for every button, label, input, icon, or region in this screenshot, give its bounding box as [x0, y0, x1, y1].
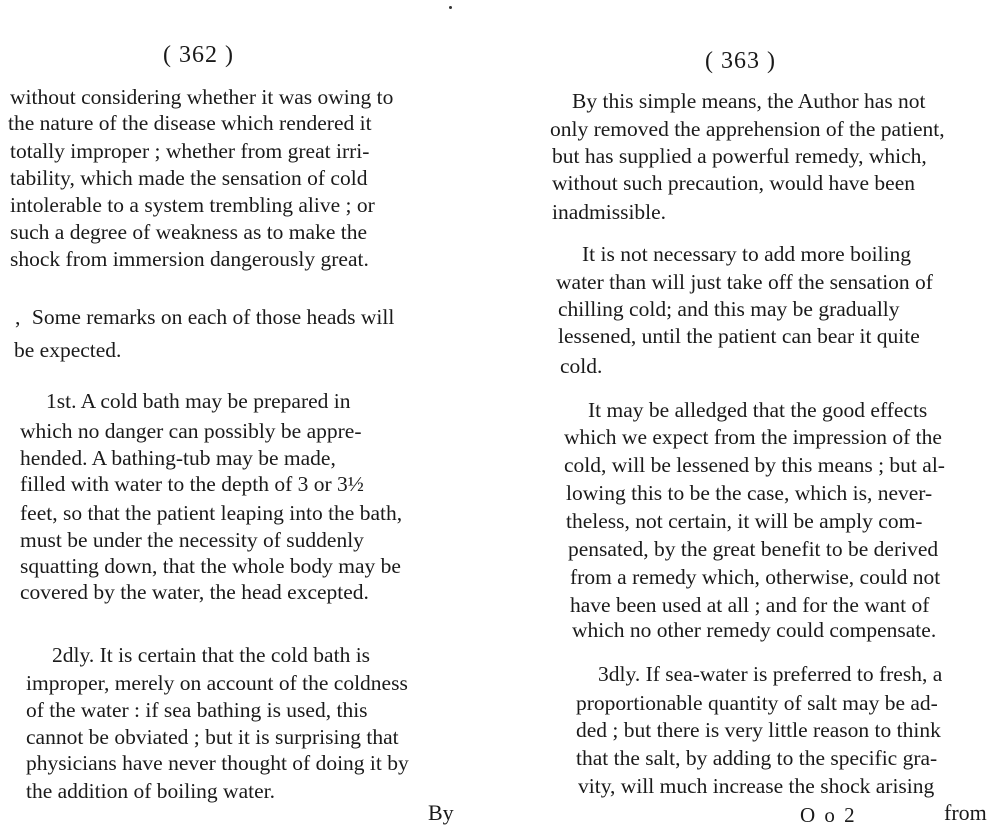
text-line: squatting down, that the whole body may be [20, 554, 401, 578]
text-line: the addition of boiling water. [26, 779, 275, 803]
text-line: feet, so that the patient leaping into the bath, [20, 501, 403, 525]
text-line: only removed the apprehension of the patient, [550, 117, 945, 141]
text-line: must be under the necessity of suddenly [20, 528, 364, 552]
text-line: covered by the water, the head excepted. [20, 580, 369, 604]
text-line: water than will just take off the sensation of [556, 270, 933, 294]
text-line: theless, not certain, it will be amply com- [566, 509, 923, 533]
page-number-right: ( 363 ) [705, 48, 776, 74]
text-line: 3dly. If sea-water is preferred to fresh, a [598, 662, 943, 686]
text-line: be expected. [14, 338, 122, 362]
text-line: cold. [560, 354, 603, 378]
text-line: shock from immersion dangerously great. [10, 247, 369, 271]
text-line: such a degree of weakness as to make the [10, 220, 367, 244]
signature-mark: O o 2 [800, 803, 857, 827]
text-line: from a remedy which, otherwise, could not [570, 565, 941, 589]
text-line: that the salt, by adding to the specific gra- [576, 746, 938, 770]
text-line: vity, will much increase the shock arising [578, 774, 935, 798]
text-line: ded ; but there is very little reason to think [576, 718, 941, 742]
right-page [500, 0, 1000, 833]
text-line: 1st. A cold bath may be prepared in [46, 389, 351, 413]
text-line: intolerable to a system trembling alive ; or [10, 193, 375, 217]
text-line: ‚ Some remarks on each of those heads will [14, 305, 395, 329]
text-line: but has supplied a powerful remedy, which, [552, 144, 927, 168]
text-line-content: Some remarks on each of those heads will [31, 305, 395, 329]
text-line: which no danger can possibly be appre- [20, 419, 362, 443]
text-line: By this simple means, the Author has not [572, 89, 926, 113]
text-line: It may be alledged that the good effects [588, 398, 928, 422]
text-line: 2dly. It is certain that the cold bath is [52, 643, 371, 667]
text-line: have been used at all ; and for the want of [570, 593, 930, 617]
text-line: tability, which made the sensation of cold [10, 166, 368, 190]
text-line: of the water : if sea bathing is used, this [26, 698, 368, 722]
text-line: without considering whether it was owing to [10, 85, 394, 109]
text-line: improper, merely on account of the coldness [26, 671, 408, 695]
catchword-left: By [428, 800, 454, 825]
text-line: the nature of the disease which rendered it [8, 111, 372, 135]
text-line: which we expect from the impression of the [564, 425, 942, 449]
text-line: proportionable quantity of salt may be ad- [576, 691, 938, 715]
text-line: physicians have never thought of doing it by [26, 751, 409, 775]
text-line: cold, will be lessened by this means ; but al- [564, 453, 945, 477]
text-line: without such precaution, would have been [552, 171, 916, 195]
text-line: totally improper ; whether from great irri- [10, 139, 370, 163]
text-line: It is not necessary to add more boiling [582, 242, 911, 266]
text-line: pensated, by the great benefit to be derived [568, 537, 939, 561]
text-line: inadmissible. [552, 200, 667, 224]
catchword-right: from [944, 800, 987, 825]
ink-speck [449, 6, 452, 9]
text-line: which no other remedy could compensate. [572, 618, 937, 642]
text-line: cannot be obviated ; but it is surprising that [26, 725, 399, 749]
text-line: hended. A bathing-tub may be made, [20, 446, 336, 470]
text-line: filled with water to the depth of 3 or 3½ [20, 472, 364, 496]
page-number-left: ( 362 ) [163, 42, 234, 68]
text-line: lowing this to be the case, which is, never- [566, 481, 933, 505]
text-line: chilling cold; and this may be gradually [558, 297, 900, 321]
text-line: lessened, until the patient can bear it quite [558, 324, 920, 348]
